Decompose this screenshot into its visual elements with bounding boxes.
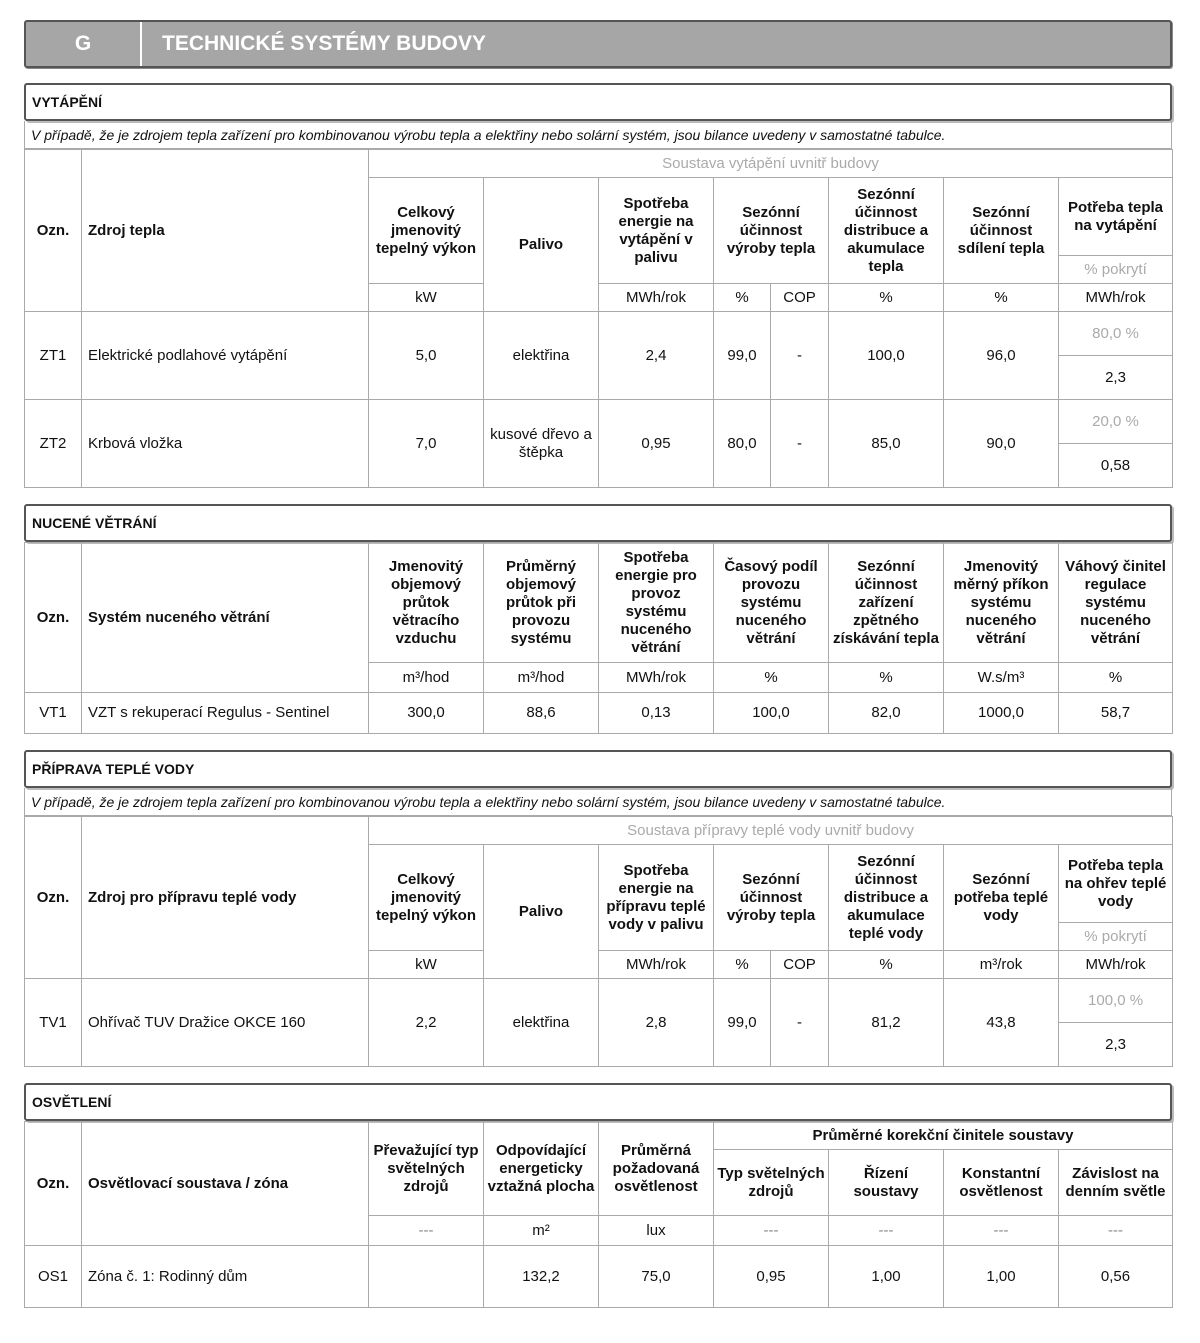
col-illuminance: Průměrná požadovaná osvětlenost — [599, 1122, 714, 1216]
unit-f-constant: --- — [944, 1216, 1059, 1246]
row-id: TV1 — [25, 979, 82, 1067]
col-system: Systém nuceného větrání — [82, 543, 369, 693]
unit-source-type: --- — [369, 1216, 484, 1246]
unit-avg-flow: m³/hod — [484, 663, 599, 693]
col-coverage: % pokrytí — [1059, 256, 1173, 284]
row-flow: 300,0 — [369, 693, 484, 734]
hot-water-group-label: Soustava přípravy teplé vody uvnitř budovy — [369, 817, 1173, 845]
row-area: 132,2 — [484, 1246, 599, 1308]
unit-recovery: % — [829, 663, 944, 693]
unit-illuminance: lux — [599, 1216, 714, 1246]
heating-table — [24, 149, 1173, 488]
col-eff-prod: Sezónní účinnost výroby tepla — [714, 178, 829, 284]
row-power: 7,0 — [369, 400, 484, 488]
col-consumption: Spotřeba energie pro provoz systému nuceného větrání — [599, 543, 714, 663]
col-consumption: Spotřeba energie na přípravu teplé vody v palivu — [599, 845, 714, 951]
row-demand: 0,58 — [1059, 444, 1173, 488]
unit-cop: COP — [771, 284, 829, 312]
row-id: ZT1 — [25, 312, 82, 400]
row-source-type — [369, 1246, 484, 1308]
col-demand: Potřeba tepla na vytápění — [1059, 178, 1173, 256]
col-f-constant: Konstantní osvětlenost — [944, 1150, 1059, 1216]
row-eff: 80,0 — [714, 400, 771, 488]
row-fuel: elektřina — [484, 312, 599, 400]
row-fuel: kusové dřevo a štěpka — [484, 400, 599, 488]
section-banner — [24, 20, 1172, 68]
table-row — [25, 979, 1173, 1023]
col-eff-share: Sezónní účinnost sdílení tepla — [944, 178, 1059, 284]
col-demand: Potřeba tepla na ohřev teplé vody — [1059, 845, 1173, 923]
row-name: Ohřívač TUV Dražice OKCE 160 — [82, 979, 369, 1067]
unit-pct: % — [714, 951, 771, 979]
col-spec-power: Jmenovitý měrný příkon systému nuceného větrání — [944, 543, 1059, 663]
unit-f-control: --- — [829, 1216, 944, 1246]
col-fuel: Palivo — [484, 845, 599, 979]
col-ozn: Ozn. — [25, 817, 82, 979]
row-cop: - — [771, 312, 829, 400]
row-name: VZT s rekuperací Regulus - Sentinel — [82, 693, 369, 734]
row-f-control: 1,00 — [829, 1246, 944, 1308]
col-eff-dist: Sezónní účinnost distribuce a akumulace tepla — [829, 178, 944, 284]
col-avg-flow: Průměrný objemový průtok při provozu systému — [484, 543, 599, 663]
heating-header: VYTÁPĚNÍ — [24, 83, 1172, 121]
unit-time-share: % — [714, 663, 829, 693]
row-illuminance: 75,0 — [599, 1246, 714, 1308]
col-weight: Váhový činitel regulace systému nuceného větrání — [1059, 543, 1173, 663]
unit-demand: MWh/rok — [1059, 951, 1173, 979]
row-fuel: elektřina — [484, 979, 599, 1067]
table-row — [25, 693, 1173, 734]
row-id: OS1 — [25, 1246, 82, 1308]
heating-group-label: Soustava vytápění uvnitř budovy — [369, 150, 1173, 178]
col-power: Celkový jmenovitý tepelný výkon — [369, 845, 484, 951]
unit-consumption: MWh/rok — [599, 663, 714, 693]
unit-consumption: MWh/rok — [599, 284, 714, 312]
row-coverage: 80,0 % — [1059, 312, 1173, 356]
row-id: VT1 — [25, 693, 82, 734]
row-power: 2,2 — [369, 979, 484, 1067]
table-row — [25, 400, 1173, 444]
col-ozn: Ozn. — [25, 543, 82, 693]
unit-spec-power: W.s/m³ — [944, 663, 1059, 693]
row-demand: 2,3 — [1059, 1023, 1173, 1067]
col-power: Celkový jmenovitý tepelný výkon — [369, 178, 484, 284]
lighting-header: OSVĚTLENÍ — [24, 1083, 1172, 1121]
row-eff: 99,0 — [714, 312, 771, 400]
col-system: Osvětlovací soustava / zóna — [82, 1122, 369, 1246]
row-coverage: 100,0 % — [1059, 979, 1173, 1023]
row-water: 43,8 — [944, 979, 1059, 1067]
unit-f-type: --- — [714, 1216, 829, 1246]
unit-demand: MWh/rok — [1059, 284, 1173, 312]
section-letter: G — [26, 22, 142, 66]
col-factors-group: Průměrné korekční činitele soustavy — [714, 1122, 1173, 1150]
row-avg-flow: 88,6 — [484, 693, 599, 734]
heating-note: V případě, že je zdrojem tepla zařízení pro kombinovanou výrobu tepla a elektřiny nebo solární systém, jsou bilance uvedeny v samostatné tabulce. — [24, 121, 1172, 149]
col-water-demand: Sezónní potřeba teplé vody — [944, 845, 1059, 951]
row-dist: 81,2 — [829, 979, 944, 1067]
row-weight: 58,7 — [1059, 693, 1173, 734]
row-demand: 2,3 — [1059, 356, 1173, 400]
col-flow: Jmenovitý objemový průtok větracího vzduchu — [369, 543, 484, 663]
row-dist: 100,0 — [829, 312, 944, 400]
row-power: 5,0 — [369, 312, 484, 400]
col-recovery: Sezónní účinnost zařízení zpětného získávání tepla — [829, 543, 944, 663]
row-recovery: 82,0 — [829, 693, 944, 734]
col-ozn: Ozn. — [25, 1122, 82, 1246]
hot-water-note: V případě, že je zdrojem tepla zařízení pro kombinovanou výrobu tepla a elektřiny nebo solární systém, jsou bilance uvedeny v samostatné tabulce. — [24, 788, 1172, 816]
col-eff-dist: Sezónní účinnost distribuce a akumulace teplé vody — [829, 845, 944, 951]
ventilation-table — [24, 542, 1173, 734]
col-consumption: Spotřeba energie na vytápění v palivu — [599, 178, 714, 284]
unit-weight: % — [1059, 663, 1173, 693]
unit-pct: % — [714, 284, 771, 312]
row-name: Elektrické podlahové vytápění — [82, 312, 369, 400]
row-id: ZT2 — [25, 400, 82, 488]
unit-cop: COP — [771, 951, 829, 979]
row-spec-power: 1000,0 — [944, 693, 1059, 734]
col-eff-prod: Sezónní účinnost výroby tepla — [714, 845, 829, 951]
ventilation-header: NUCENÉ VĚTRÁNÍ — [24, 504, 1172, 542]
col-source-type: Převažující typ světelných zdrojů — [369, 1122, 484, 1216]
table-row — [25, 312, 1173, 356]
col-ozn: Ozn. — [25, 150, 82, 312]
col-area: Odpovídající energeticky vztažná plocha — [484, 1122, 599, 1216]
row-f-daylight: 0,56 — [1059, 1246, 1173, 1308]
lighting-table — [24, 1121, 1173, 1308]
table-row — [25, 1246, 1173, 1308]
row-share: 96,0 — [944, 312, 1059, 400]
row-cop: - — [771, 979, 829, 1067]
col-source: Zdroj pro přípravu teplé vody — [82, 817, 369, 979]
unit-flow: m³/hod — [369, 663, 484, 693]
col-time-share: Časový podíl provozu systému nuceného větrání — [714, 543, 829, 663]
col-f-type: Typ světelných zdrojů — [714, 1150, 829, 1216]
row-share: 90,0 — [944, 400, 1059, 488]
row-f-type: 0,95 — [714, 1246, 829, 1308]
unit-area: m² — [484, 1216, 599, 1246]
unit-power: kW — [369, 951, 484, 979]
unit-share: % — [944, 284, 1059, 312]
row-eff: 99,0 — [714, 979, 771, 1067]
row-cop: - — [771, 400, 829, 488]
col-source: Zdroj tepla — [82, 150, 369, 312]
hot-water-header: PŘÍPRAVA TEPLÉ VODY — [24, 750, 1172, 788]
row-consumption: 0,13 — [599, 693, 714, 734]
row-consumption: 0,95 — [599, 400, 714, 488]
row-name: Krbová vložka — [82, 400, 369, 488]
col-coverage: % pokrytí — [1059, 923, 1173, 951]
col-f-control: Řízení soustavy — [829, 1150, 944, 1216]
unit-water: m³/rok — [944, 951, 1059, 979]
row-coverage: 20,0 % — [1059, 400, 1173, 444]
row-dist: 85,0 — [829, 400, 944, 488]
row-time-share: 100,0 — [714, 693, 829, 734]
row-consumption: 2,4 — [599, 312, 714, 400]
section-title: TECHNICKÉ SYSTÉMY BUDOVY — [162, 32, 486, 55]
unit-dist: % — [829, 284, 944, 312]
unit-dist: % — [829, 951, 944, 979]
unit-f-daylight: --- — [1059, 1216, 1173, 1246]
unit-power: kW — [369, 284, 484, 312]
col-f-daylight: Závislost na denním světle — [1059, 1150, 1173, 1216]
row-name: Zóna č. 1: Rodinný dům — [82, 1246, 369, 1308]
row-f-constant: 1,00 — [944, 1246, 1059, 1308]
hot-water-table — [24, 816, 1173, 1067]
row-consumption: 2,8 — [599, 979, 714, 1067]
page — [24, 20, 1172, 1308]
unit-consumption: MWh/rok — [599, 951, 714, 979]
col-fuel: Palivo — [484, 178, 599, 312]
